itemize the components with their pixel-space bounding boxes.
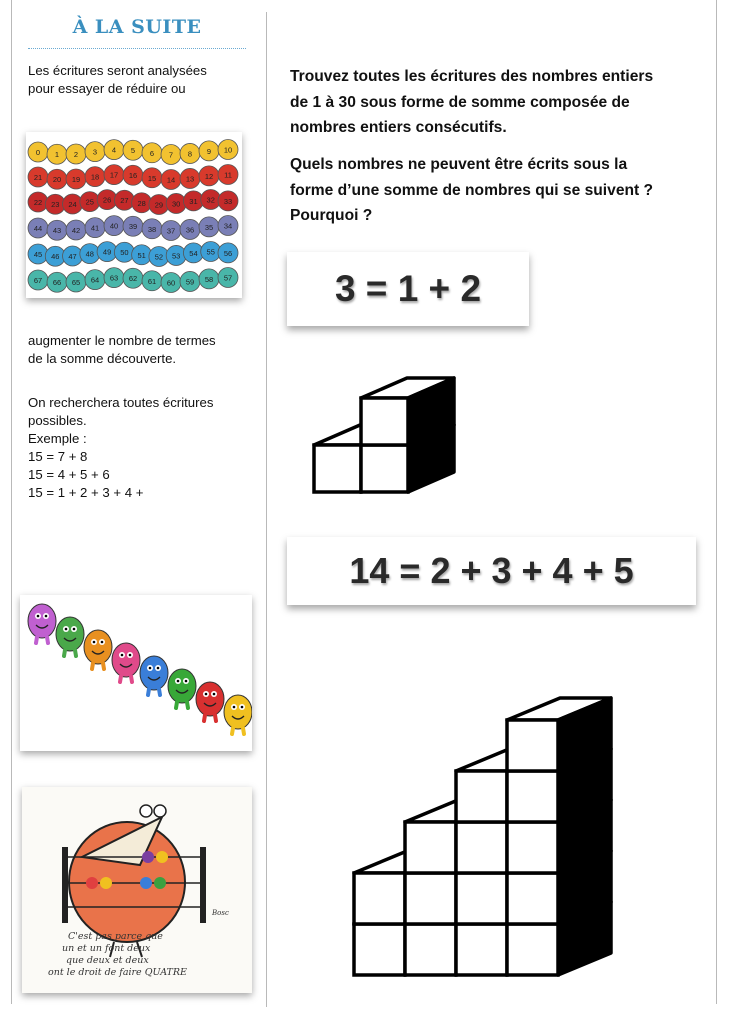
svg-text:14: 14 bbox=[166, 175, 176, 185]
number-bead bbox=[180, 143, 200, 163]
svg-text:9: 9 bbox=[206, 146, 212, 156]
number-bead bbox=[85, 167, 105, 187]
number-bead bbox=[142, 271, 162, 291]
cartoon-image bbox=[22, 787, 252, 993]
svg-text:44: 44 bbox=[33, 224, 43, 233]
number-bead bbox=[114, 242, 134, 262]
equation-box-1 bbox=[287, 252, 529, 326]
question-1: Trouvez toutes les écritures des nombres entiers de 1 à 30 sous forme de somme composée de nombres entiers consécutifs. bbox=[290, 68, 654, 136]
monster bbox=[168, 669, 196, 708]
number-bead bbox=[80, 244, 100, 264]
svg-text:46: 46 bbox=[51, 252, 60, 262]
svg-text:37: 37 bbox=[166, 226, 176, 236]
svg-text:7: 7 bbox=[168, 150, 174, 160]
example-3: 15 = 1 + 2 + 3 + 4 + bbox=[28, 485, 144, 500]
caterpillar-numbers-image bbox=[26, 132, 242, 298]
column-divider bbox=[266, 12, 267, 1007]
svg-text:10: 10 bbox=[223, 145, 233, 155]
number-bead bbox=[199, 217, 219, 237]
number-bead bbox=[28, 244, 48, 264]
number-bead bbox=[142, 168, 162, 188]
svg-text:58: 58 bbox=[204, 274, 214, 284]
number-bead bbox=[104, 140, 124, 160]
svg-text:3: 3 bbox=[92, 147, 98, 157]
example-2: 15 = 4 + 5 + 6 bbox=[28, 467, 110, 482]
svg-text:53: 53 bbox=[172, 251, 181, 261]
number-bead bbox=[66, 169, 86, 189]
svg-text:21: 21 bbox=[33, 173, 43, 182]
number-bead bbox=[161, 272, 181, 292]
number-bead bbox=[180, 168, 200, 188]
number-bead bbox=[28, 192, 48, 212]
svg-text:51: 51 bbox=[137, 250, 146, 260]
svg-text:24: 24 bbox=[68, 200, 77, 210]
sidebar-paragraph-1: Les écritures seront analysées pour essayer de réduire ou bbox=[28, 63, 207, 96]
number-bead bbox=[132, 245, 152, 265]
svg-text:41: 41 bbox=[90, 223, 100, 233]
svg-text:17: 17 bbox=[109, 170, 119, 180]
number-bead bbox=[123, 140, 143, 160]
svg-text:19: 19 bbox=[71, 175, 81, 185]
monster bbox=[56, 617, 84, 656]
title-divider bbox=[28, 48, 246, 49]
number-bead bbox=[199, 141, 219, 161]
svg-text:23: 23 bbox=[51, 200, 60, 210]
number-bead bbox=[161, 220, 181, 240]
svg-text:34: 34 bbox=[223, 221, 233, 231]
svg-text:25: 25 bbox=[85, 197, 94, 207]
svg-text:56: 56 bbox=[223, 248, 233, 258]
equation-2: 14 = 2 + 3 + 4 + 5 bbox=[349, 550, 634, 591]
number-bead bbox=[218, 243, 238, 263]
number-bead bbox=[123, 216, 143, 236]
cartoon-caption-2: un et un font deux bbox=[62, 943, 151, 954]
svg-text:29: 29 bbox=[154, 200, 164, 210]
svg-text:30: 30 bbox=[172, 199, 181, 209]
monster bbox=[84, 630, 112, 669]
number-bead bbox=[218, 216, 238, 236]
svg-text:18: 18 bbox=[90, 172, 100, 182]
monster bbox=[224, 695, 252, 734]
number-bead bbox=[85, 142, 105, 162]
svg-text:57: 57 bbox=[223, 273, 233, 283]
svg-text:54: 54 bbox=[189, 248, 198, 258]
svg-text:28: 28 bbox=[137, 198, 146, 208]
number-bead bbox=[47, 144, 67, 164]
number-bead bbox=[123, 165, 143, 185]
number-bead bbox=[161, 169, 181, 189]
monster bbox=[112, 643, 140, 682]
equation-1: 3 = 1 + 2 bbox=[334, 268, 482, 309]
svg-text:13: 13 bbox=[185, 174, 195, 184]
monster bbox=[28, 604, 56, 643]
staircase-1-cubes bbox=[300, 330, 470, 505]
number-bead bbox=[28, 270, 48, 290]
number-bead bbox=[132, 193, 152, 213]
svg-text:38: 38 bbox=[147, 224, 157, 234]
cartoon-caption-4: ont le droit de faire QUATRE bbox=[48, 967, 187, 978]
svg-text:40: 40 bbox=[109, 221, 119, 231]
staircase-2-cubes bbox=[340, 605, 630, 995]
number-bead bbox=[47, 272, 67, 292]
question-2: Quels nombres ne peuvent être écrits sous la forme d’une somme de nombres qui se suivent ? Pourquoi ? bbox=[290, 156, 654, 224]
svg-text:15: 15 bbox=[147, 173, 157, 183]
number-bead bbox=[104, 268, 124, 288]
svg-text:67: 67 bbox=[33, 276, 43, 285]
number-bead bbox=[85, 218, 105, 238]
example-1: 15 = 7 + 8 bbox=[28, 449, 88, 464]
cartoon-caption-1: C'est pas parce que bbox=[68, 931, 163, 942]
svg-text:32: 32 bbox=[206, 195, 215, 205]
svg-text:42: 42 bbox=[71, 226, 81, 236]
svg-text:55: 55 bbox=[206, 247, 215, 257]
number-bead bbox=[218, 165, 238, 185]
svg-text:39: 39 bbox=[128, 222, 138, 232]
svg-text:20: 20 bbox=[52, 175, 62, 185]
number-bead bbox=[47, 169, 67, 189]
svg-text:31: 31 bbox=[189, 196, 198, 206]
svg-text:59: 59 bbox=[185, 277, 195, 287]
svg-text:5: 5 bbox=[130, 146, 136, 156]
svg-text:2: 2 bbox=[73, 150, 79, 160]
monster bbox=[140, 656, 168, 695]
svg-text:52: 52 bbox=[154, 252, 164, 262]
svg-text:16: 16 bbox=[128, 171, 138, 181]
svg-text:6: 6 bbox=[149, 148, 155, 158]
number-bead bbox=[80, 192, 100, 212]
cartoon-caption-3: que deux et deux bbox=[66, 955, 149, 966]
cartoon-signature: Bosc bbox=[212, 909, 229, 917]
svg-text:50: 50 bbox=[120, 248, 129, 258]
number-bead bbox=[161, 144, 181, 164]
svg-text:43: 43 bbox=[52, 226, 62, 236]
svg-text:62: 62 bbox=[128, 274, 138, 284]
svg-text:48: 48 bbox=[85, 249, 94, 259]
svg-text:22: 22 bbox=[33, 198, 43, 207]
monsters-image bbox=[20, 595, 252, 751]
colorful-monsters-illustration bbox=[20, 595, 252, 751]
number-bead bbox=[66, 220, 86, 240]
number-bead bbox=[28, 142, 48, 162]
sidebar-paragraph-2: augmenter le nombre de termes de la somme découverte. bbox=[28, 333, 216, 366]
number-bead bbox=[199, 269, 219, 289]
svg-text:1: 1 bbox=[54, 150, 60, 160]
number-bead bbox=[142, 143, 162, 163]
number-bead bbox=[180, 271, 200, 291]
example-label: Exemple : bbox=[28, 431, 87, 446]
number-bead bbox=[104, 165, 124, 185]
sidebar-title: À LA SUITE bbox=[72, 16, 202, 38]
number-bead bbox=[218, 268, 238, 288]
number-bead bbox=[199, 166, 219, 186]
number-bead bbox=[28, 218, 48, 238]
number-bead bbox=[66, 272, 86, 292]
svg-text:0: 0 bbox=[35, 148, 41, 157]
svg-text:63: 63 bbox=[109, 273, 119, 283]
number-bead bbox=[123, 268, 143, 288]
monster bbox=[196, 682, 224, 721]
sidebar-paragraph-3: On recherchera toutes écritures possibles. Exemple : 15 = 7 + 8 15 = 4 + 5 + 6 15 = 1 + 2 + 3 + 4 + bbox=[28, 395, 214, 500]
svg-text:27: 27 bbox=[120, 196, 129, 206]
svg-text:60: 60 bbox=[166, 278, 176, 288]
right-border bbox=[716, 0, 717, 1004]
equation-box-2 bbox=[287, 537, 696, 605]
svg-text:64: 64 bbox=[90, 275, 100, 285]
number-bead bbox=[66, 144, 86, 164]
number-bead bbox=[63, 194, 83, 214]
svg-text:66: 66 bbox=[52, 278, 62, 288]
number-bead bbox=[85, 270, 105, 290]
number-bead bbox=[28, 167, 48, 187]
svg-text:47: 47 bbox=[68, 252, 77, 262]
svg-text:33: 33 bbox=[223, 196, 233, 206]
svg-text:65: 65 bbox=[71, 278, 81, 288]
number-bead bbox=[114, 190, 134, 210]
number-caterpillar bbox=[26, 132, 242, 298]
number-bead bbox=[142, 219, 162, 239]
svg-text:35: 35 bbox=[204, 222, 214, 232]
number-bead bbox=[218, 140, 238, 160]
number-bead bbox=[47, 220, 67, 240]
svg-text:8: 8 bbox=[187, 149, 193, 159]
svg-text:11: 11 bbox=[224, 170, 232, 180]
number-bead bbox=[166, 245, 186, 265]
svg-text:49: 49 bbox=[102, 247, 112, 257]
svg-text:45: 45 bbox=[33, 250, 43, 259]
number-bead bbox=[63, 246, 83, 266]
svg-text:36: 36 bbox=[185, 225, 195, 235]
number-bead bbox=[104, 216, 124, 236]
svg-text:4: 4 bbox=[111, 145, 117, 155]
number-bead bbox=[218, 191, 238, 211]
number-bead bbox=[166, 193, 186, 213]
left-border bbox=[11, 0, 12, 1004]
svg-text:61: 61 bbox=[147, 276, 157, 286]
cartoon-illustration bbox=[22, 787, 252, 993]
svg-text:12: 12 bbox=[204, 171, 214, 181]
svg-text:26: 26 bbox=[102, 195, 112, 205]
number-bead bbox=[180, 219, 200, 239]
